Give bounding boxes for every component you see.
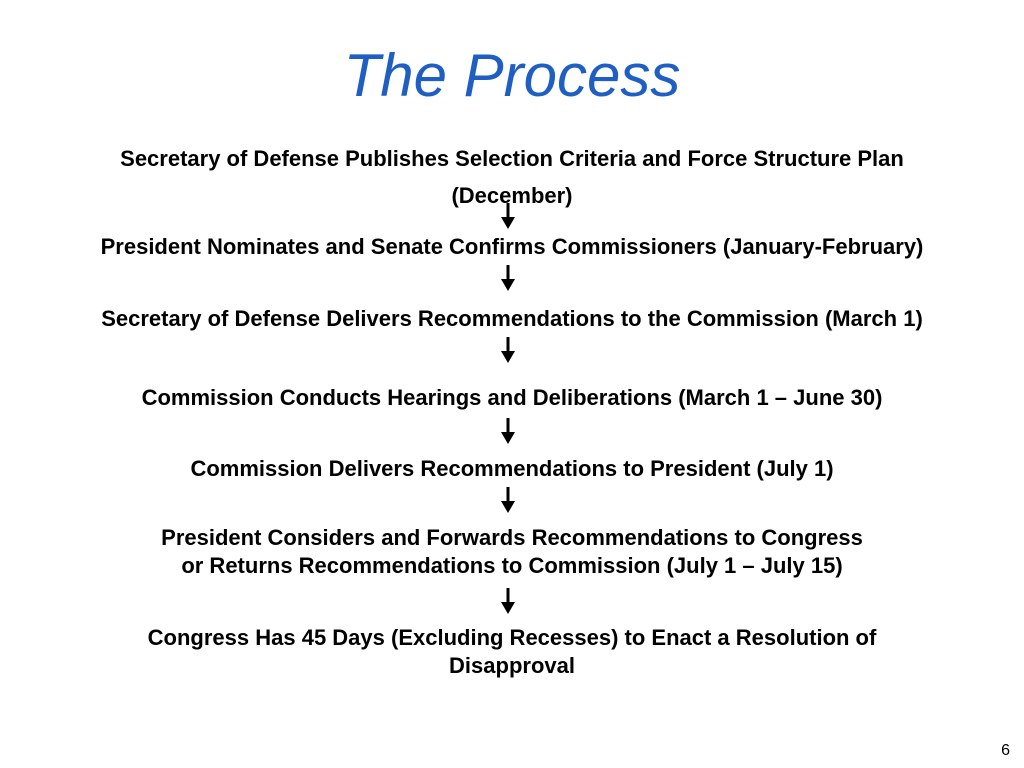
arrow-down-icon: [501, 203, 515, 229]
process-step-4: [0, 384, 1024, 412]
step-7-line-2: Disapproval: [449, 653, 575, 678]
step-6-line-1: President Considers and Forwards Recommendations to Congress: [161, 525, 863, 550]
process-step-5: [0, 455, 1024, 483]
process-step-7: [0, 624, 1024, 680]
slide-title: The Process: [343, 42, 681, 109]
step-2-line-1: President Nominates and Senate Confirms Commissioners (January-February): [100, 234, 924, 259]
process-step-3: [0, 305, 1024, 333]
page-number: 6: [1001, 742, 1010, 759]
step-5-line-1: Commission Delivers Recommendations to President (July 1): [190, 456, 834, 481]
step-1-line-1: Secretary of Defense Publishes Selection Criteria and Force Structure Plan: [120, 146, 904, 171]
step-3-line-1: Secretary of Defense Delivers Recommendations to the Commission (March 1): [101, 306, 923, 331]
step-6-line-2: or Returns Recommendations to Commission (July 1 – July 15): [181, 553, 843, 578]
arrow-down-icon: [501, 418, 515, 444]
arrow-down-icon: [501, 265, 515, 291]
process-step-6: [0, 524, 1024, 580]
step-4-line-1: Commission Conducts Hearings and Deliberations (March 1 – June 30): [141, 385, 883, 410]
arrow-down-icon: [501, 487, 515, 513]
process-step-2: [0, 233, 1024, 261]
arrow-down-icon: [501, 337, 515, 363]
step-1-line-2: (December): [451, 183, 573, 208]
step-7-line-1: Congress Has 45 Days (Excluding Recesses) to Enact a Resolution of: [147, 625, 877, 650]
arrow-down-icon: [501, 588, 515, 614]
